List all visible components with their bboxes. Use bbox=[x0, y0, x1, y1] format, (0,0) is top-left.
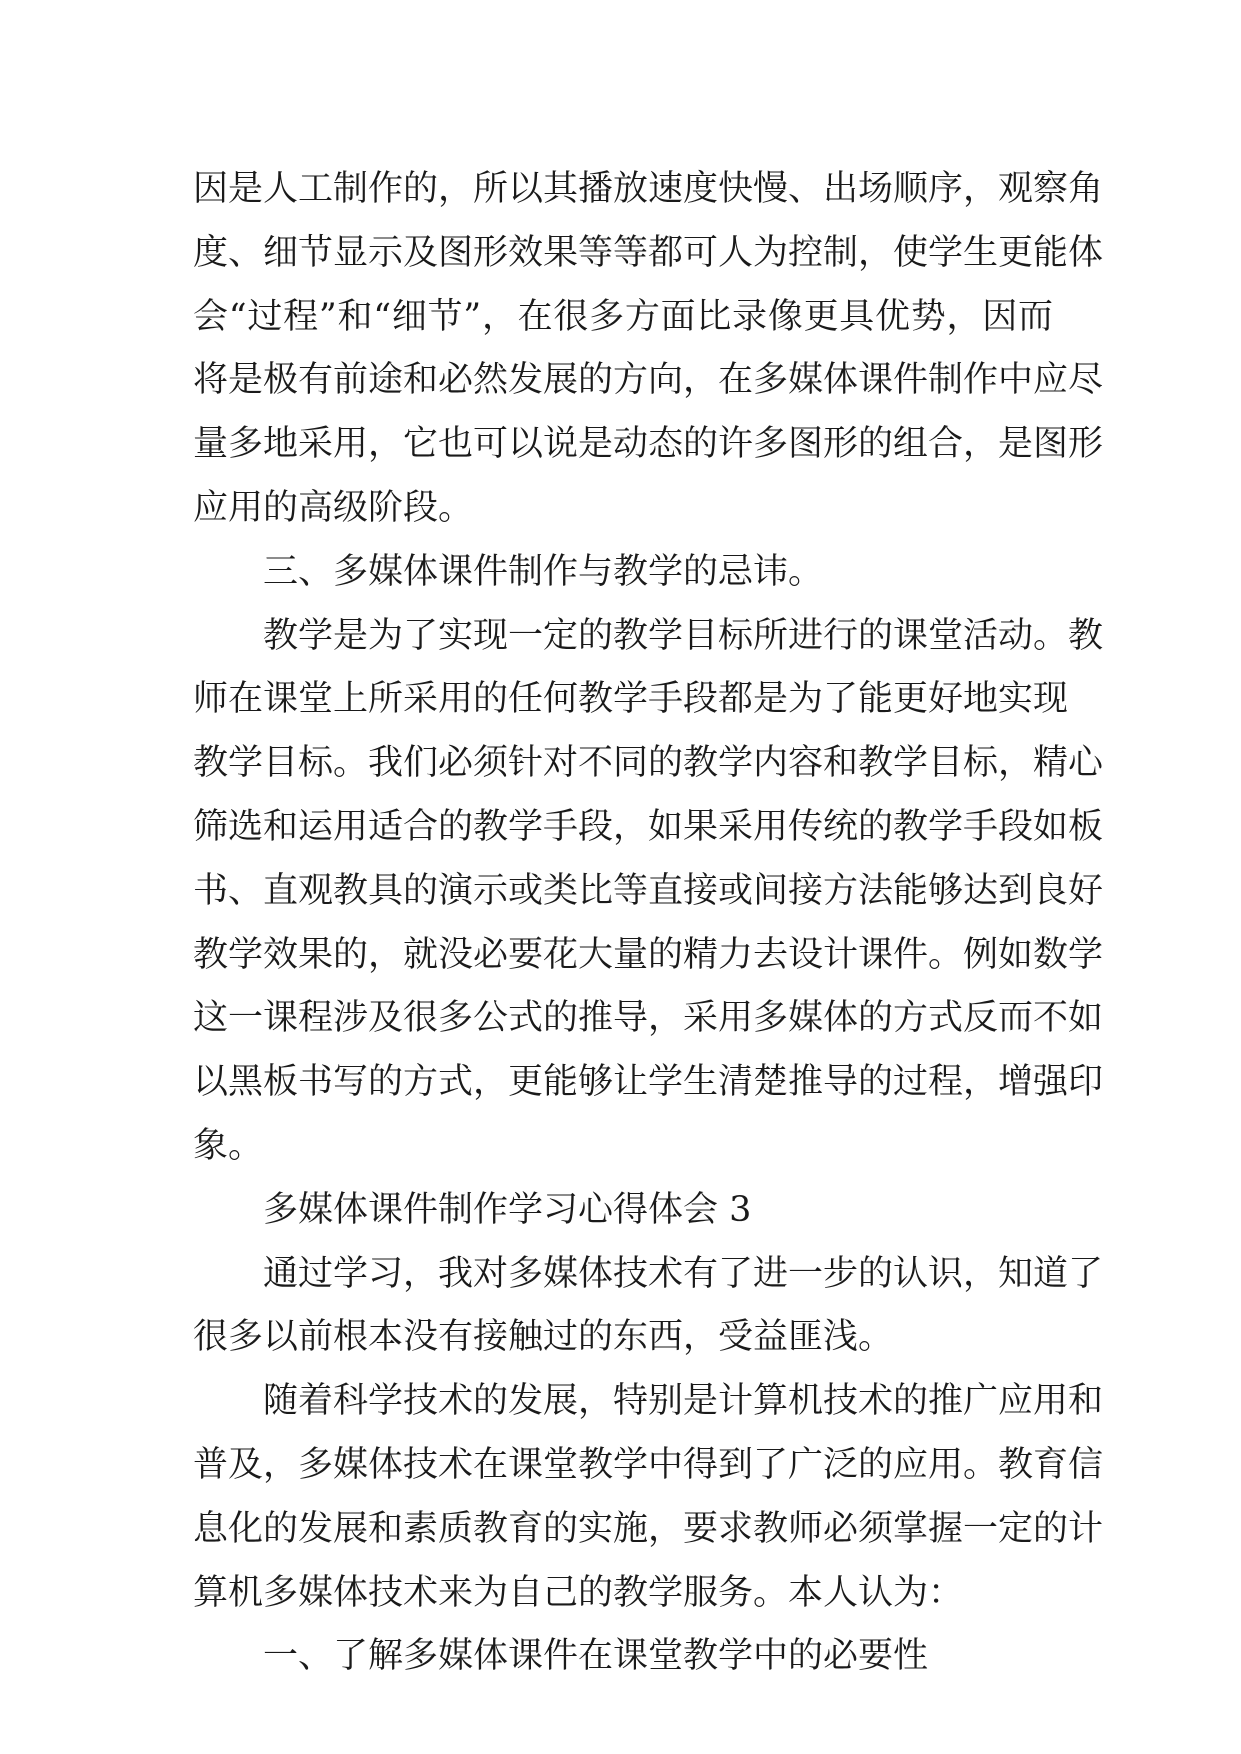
text-line: 书、直观教具的演示或类比等直接或间接方法能够达到良好 bbox=[193, 870, 1104, 911]
text-line: 息化的发展和素质教育的实施，要求教师必须掌握一定的计 bbox=[193, 1508, 1104, 1549]
text-line: 一、了解多媒体课件在课堂教学中的必要性 bbox=[263, 1636, 929, 1677]
text-line: 普及，多媒体技术在课堂教学中得到了广泛的应用。教育信 bbox=[193, 1444, 1104, 1485]
text-line: 象。 bbox=[193, 1125, 264, 1166]
text-line: 度、细节显示及图形效果等等都可人为控制，使学生更能体 bbox=[193, 232, 1104, 273]
text-line: 教学效果的，就没必要花大量的精力去设计课件。例如数学 bbox=[193, 934, 1104, 975]
text-line: 筛选和运用适合的教学手段，如果采用传统的教学手段如板 bbox=[193, 806, 1104, 847]
text-line: 教学目标。我们必须针对不同的教学内容和教学目标，精心 bbox=[193, 743, 1104, 784]
text-line: 量多地采用，它也可以说是动态的许多图形的组合，是图形 bbox=[193, 424, 1104, 465]
text-line: 随着科学技术的发展，特别是计算机技术的推广应用和 bbox=[263, 1381, 1104, 1422]
text-line: 很多以前根本没有接触过的东西，受益匪浅。 bbox=[193, 1317, 894, 1358]
text-line: 应用的高级阶段。 bbox=[193, 487, 474, 528]
text-line: 算机多媒体技术来为自己的教学服务。本人认为： bbox=[193, 1572, 964, 1613]
document-body bbox=[193, 158, 1104, 1689]
text-line: 会“过程”和“细节”，在很多方面比录像更具优势，因而 bbox=[193, 296, 1053, 337]
text-line: 多媒体课件制作学习心得体会 3 bbox=[263, 1189, 752, 1230]
text-line: 因是人工制作的，所以其播放速度快慢、出场顺序，观察角 bbox=[193, 169, 1104, 209]
text-line: 教学是为了实现一定的教学目标所进行的课堂活动。教 bbox=[263, 615, 1104, 656]
text-line: 师在课堂上所采用的任何教学手段都是为了能更好地实现 bbox=[193, 679, 1069, 720]
text-line: 三、多媒体课件制作与教学的忌讳。 bbox=[263, 551, 824, 592]
text-line: 将是极有前途和必然发展的方向，在多媒体课件制作中应尽 bbox=[193, 360, 1104, 401]
text-line: 这一课程涉及很多公式的推导，采用多媒体的方式反而不如 bbox=[193, 998, 1104, 1039]
text-line: 以黑板书写的方式，更能够让学生清楚推导的过程，增强印 bbox=[193, 1062, 1104, 1103]
text-line: 通过学习，我对多媒体技术有了进一步的认识，知道了 bbox=[263, 1253, 1104, 1294]
